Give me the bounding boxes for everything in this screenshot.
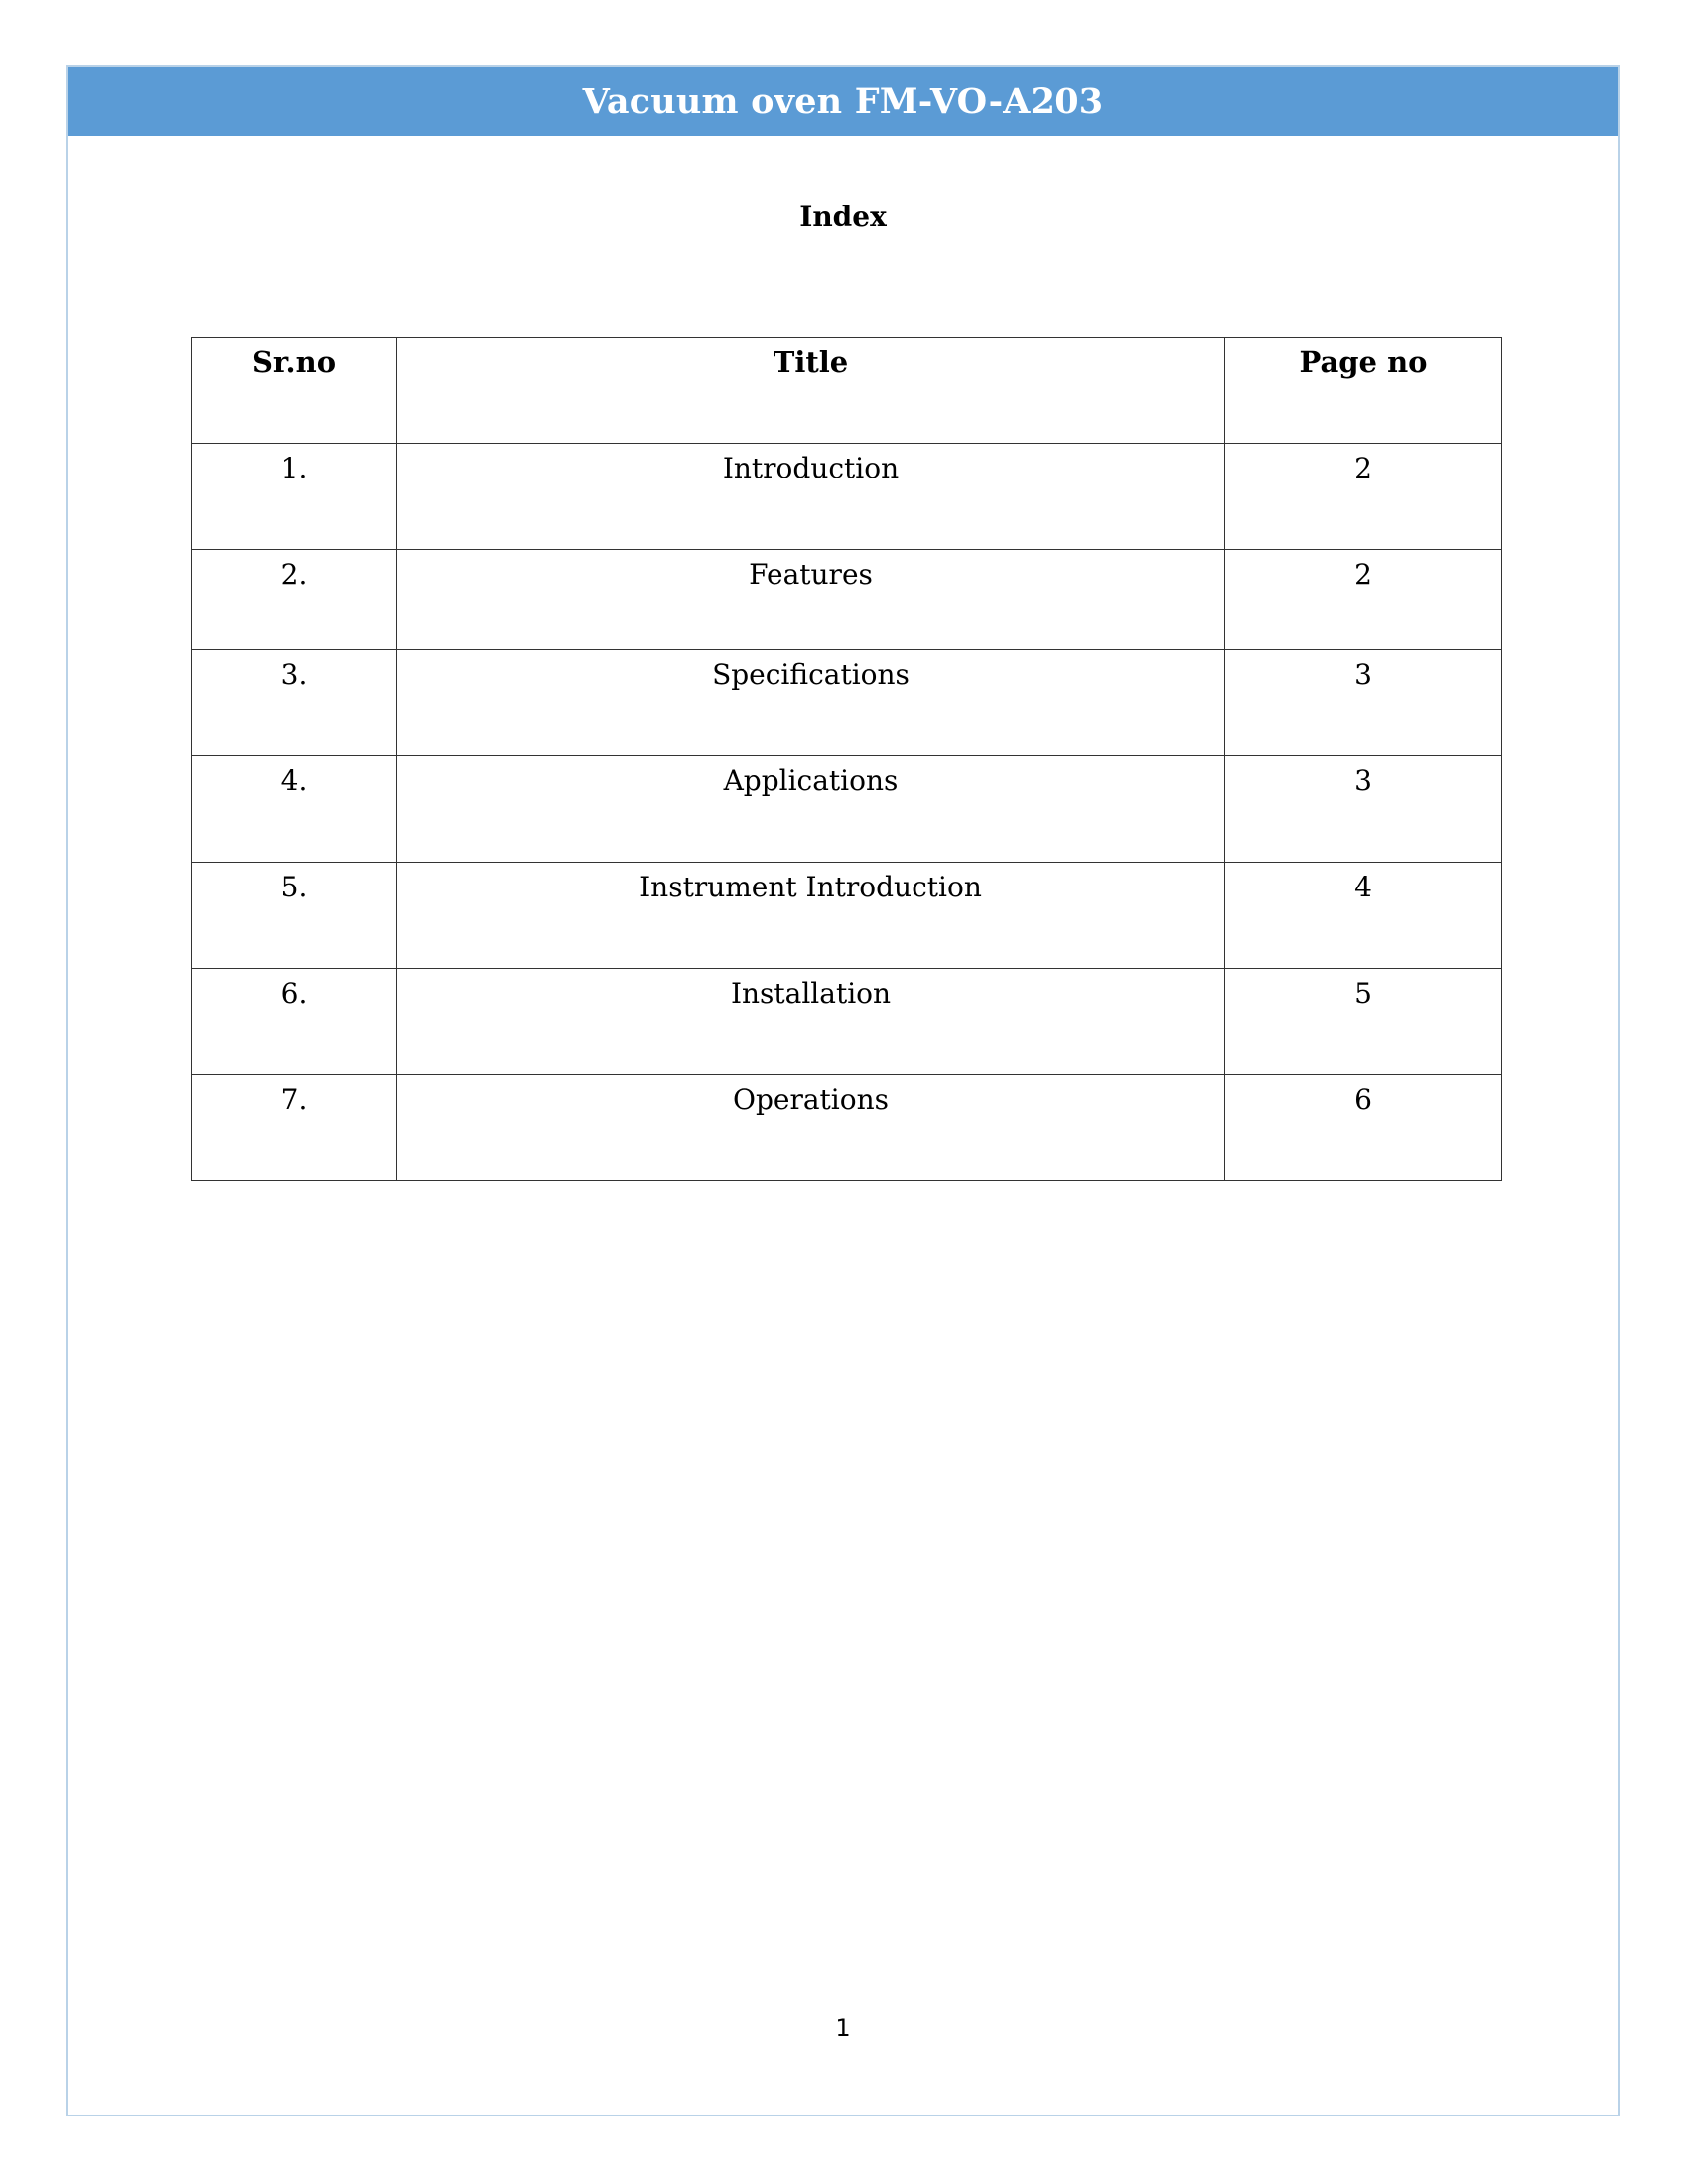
column-header-sr: Sr.no xyxy=(192,338,397,444)
row-title: Introduction xyxy=(397,444,1225,550)
row-page: 4 xyxy=(1225,863,1502,969)
row-page: 2 xyxy=(1225,444,1502,550)
row-page: 3 xyxy=(1225,756,1502,863)
row-page: 2 xyxy=(1225,550,1502,650)
column-header-title: Title xyxy=(397,338,1225,444)
header-band xyxy=(68,67,1618,136)
row-page: 6 xyxy=(1225,1075,1502,1181)
document-title: Vacuum oven FM-VO-A203 xyxy=(582,80,1104,122)
row-sr: 6. xyxy=(192,969,397,1075)
table-row xyxy=(192,650,1502,756)
row-title: Operations xyxy=(397,1075,1225,1181)
row-title: Instrument Introduction xyxy=(397,863,1225,969)
row-sr: 7. xyxy=(192,1075,397,1181)
row-sr: 3. xyxy=(192,650,397,756)
row-sr: 2. xyxy=(192,550,397,650)
column-header-page: Page no xyxy=(1225,338,1502,444)
row-sr: 4. xyxy=(192,756,397,863)
row-title: Features xyxy=(397,550,1225,650)
index-table xyxy=(191,337,1502,1181)
row-title: Applications xyxy=(397,756,1225,863)
row-sr: 5. xyxy=(192,863,397,969)
table-header-row xyxy=(192,338,1502,444)
index-heading: Index xyxy=(799,201,887,233)
table-row xyxy=(192,550,1502,650)
table-row xyxy=(192,863,1502,969)
table-row xyxy=(192,1075,1502,1181)
table-row xyxy=(192,444,1502,550)
row-title: Specifications xyxy=(397,650,1225,756)
page-frame xyxy=(66,65,1620,2116)
table-row xyxy=(192,756,1502,863)
row-title: Installation xyxy=(397,969,1225,1075)
row-page: 5 xyxy=(1225,969,1502,1075)
table-row xyxy=(192,969,1502,1075)
page-number: 1 xyxy=(835,2014,851,2042)
row-page: 3 xyxy=(1225,650,1502,756)
row-sr: 1. xyxy=(192,444,397,550)
